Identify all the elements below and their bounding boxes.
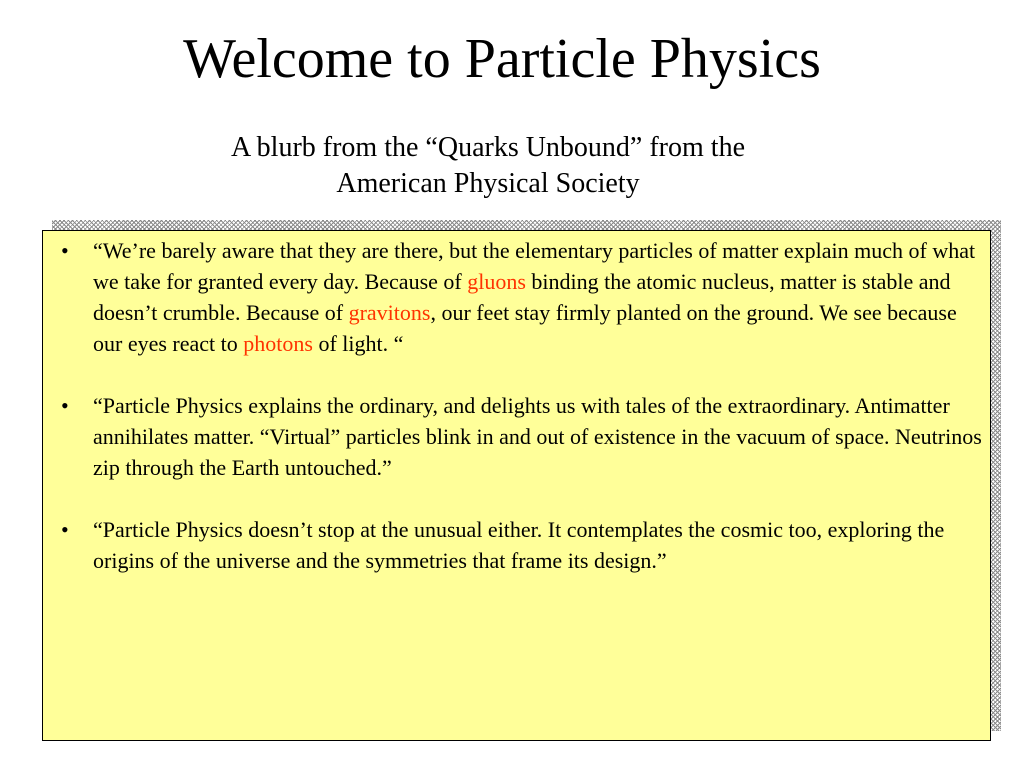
quote-3-text: “Particle Physics doesn’t stop at the unusual either. It contemplates the cosmic too, exploring the origins of the universe and the symmetries that frame its design.”: [93, 517, 945, 573]
bullet-icon: •: [61, 517, 69, 542]
quote-2-text: “Particle Physics explains the ordinary, and delights us with tales of the extraordinary. Antimatter annihilates matter. “Virtual” particles blink in and out of existence in the vacuum of space. Neutrinos zip through the Earth untouched.”: [93, 393, 982, 480]
subtitle-line-1: A blurb from the “Quarks Unbound” from the: [231, 132, 745, 163]
quote-box: [42, 230, 991, 741]
quote-1-text-a: “We’re barely aware that they are there, but the elementary particles of matter explain much of what we take for granted every day. Because of: [93, 238, 976, 294]
quote-1-text-c: , our feet stay firmly planted on the ground. We see because our eyes react to: [93, 300, 957, 356]
slide-title: Welcome to Particle Physics: [183, 28, 821, 90]
quote-1-text-b: binding the atomic nucleus, matter is stable and doesn’t crumble. Because of: [93, 269, 951, 325]
quote-item-1: [43, 235, 990, 359]
highlight-gluons: gluons: [467, 269, 526, 294]
bullet-icon: •: [61, 238, 69, 263]
quote-item-2: [43, 390, 990, 483]
quote-list: [43, 235, 990, 607]
quote-text: [93, 238, 975, 356]
slide-subtitle: [0, 130, 976, 202]
highlight-photons: photons: [243, 331, 313, 356]
subtitle-line-2: American Physical Society: [336, 168, 640, 199]
bullet-icon: •: [61, 393, 69, 418]
quote-item-3: [43, 514, 990, 576]
highlight-gravitons: gravitons: [348, 300, 431, 325]
quote-1-text-d: of light. “: [312, 331, 404, 356]
